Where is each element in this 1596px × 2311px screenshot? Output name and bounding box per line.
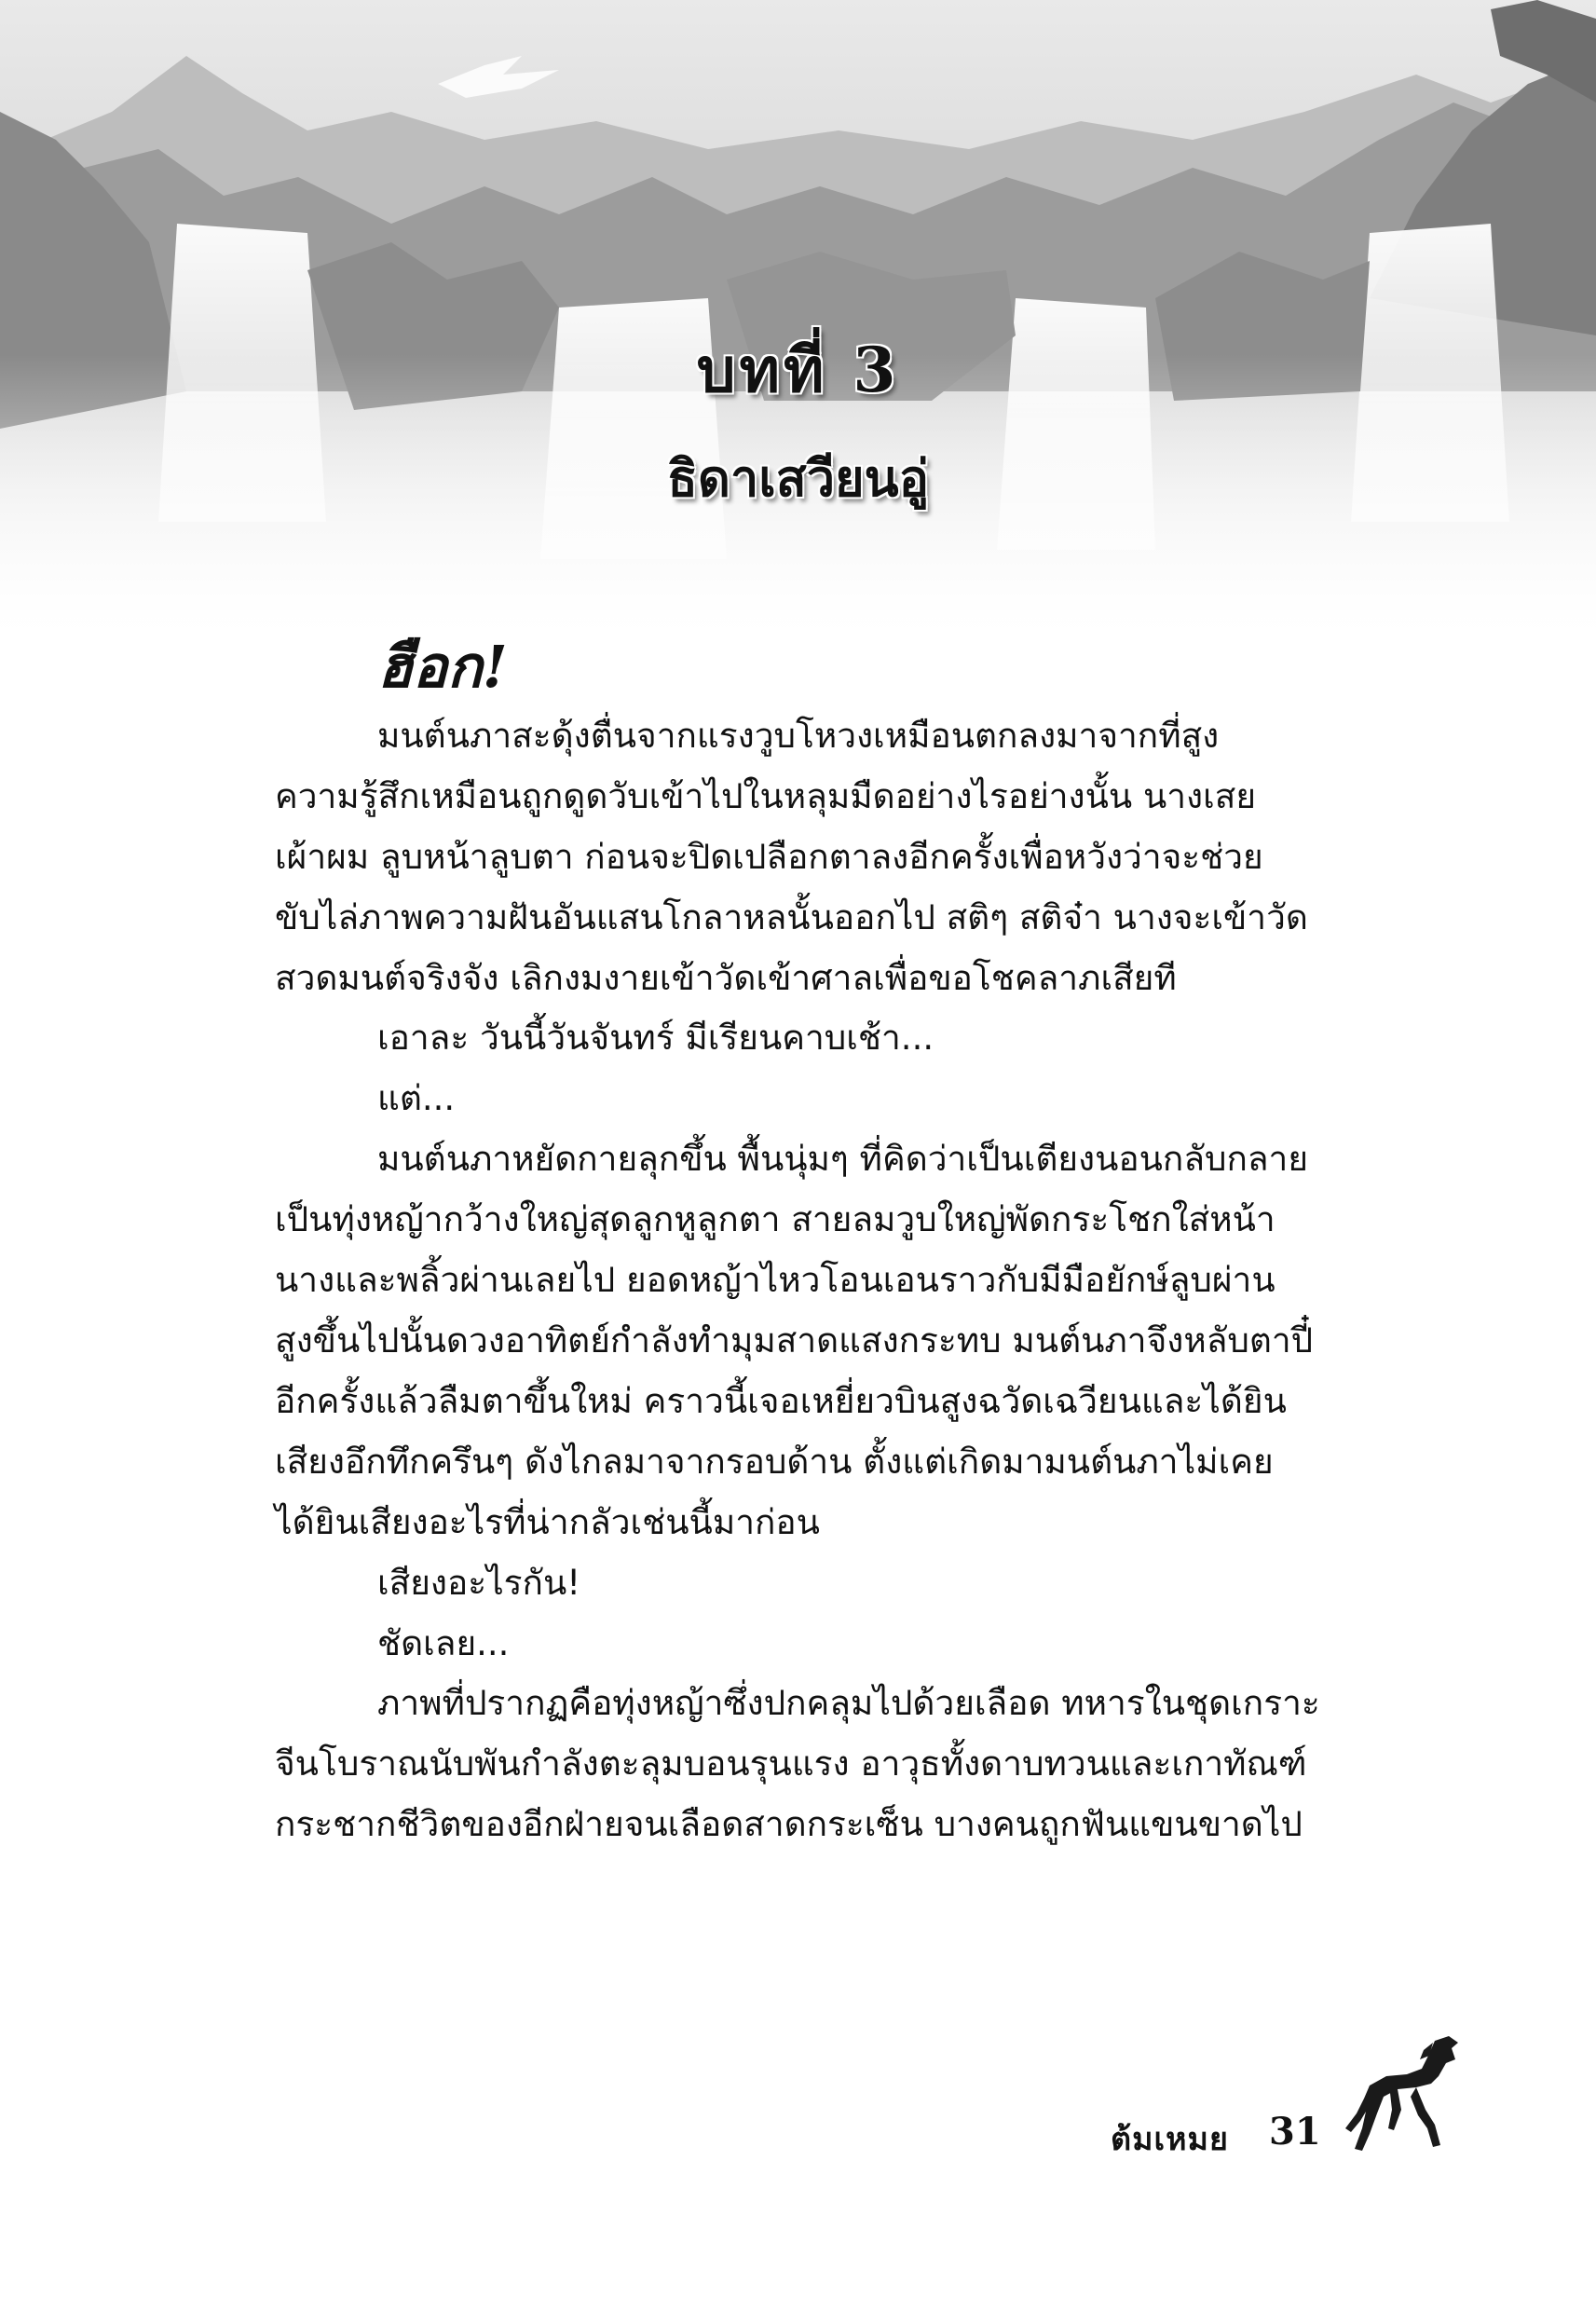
text-line: เอาละ วันนี้วันจันทร์ มีเรียนคาบเช้า...	[377, 1018, 934, 1059]
text-line: เสียงอะไรกัน!	[377, 1562, 581, 1603]
text-line: ภาพที่ปรากฏคือทุ่งหญ้าซึ่งปกคลุมไปด้วยเลือด ทหารในชุดเกราะ	[377, 1683, 1320, 1724]
text-line: กระชากชีวิตของอีกฝ่ายจนเลือดสาดกระเซ็น บางคนถูกฟันแขนขาดไป	[275, 1804, 1303, 1845]
text-line: จีนโบราณนับพันกำลังตะลุมบอนรุนแรง อาวุธทั้งดาบทวนและเกาทัณฑ์	[275, 1744, 1307, 1785]
text-line: อีกครั้งแล้วลืมตาขึ้นใหม่ คราวนี้เจอเหยี่ยวบินสูงฉวัดเฉวียนและได้ยิน	[275, 1380, 1287, 1421]
text-line: เป็นทุ่งหญ้ากว้างใหญ่สุดลูกหูลูกตา สายลมวูบใหญ่พัดกระโชกใส่หน้า	[275, 1199, 1275, 1240]
text-line: มนต์นภาหยัดกายลุกขึ้น พื้นนุ่มๆ ที่คิดว่าเป็นเตียงนอนกลับกลาย	[377, 1139, 1309, 1180]
chapter-number: บทที่ 3	[696, 334, 900, 406]
chapter-title: ธิดาเสวียนอู่	[666, 448, 930, 508]
text-line: สวดมนต์จริงจัง เลิกงมงายเข้าวัดเข้าศาลเพื่อขอโชคลาภเสียที	[275, 957, 1177, 998]
text-line: ชัดเลย...	[377, 1622, 510, 1663]
opening-line	[275, 633, 1430, 706]
chapter-body	[275, 633, 1430, 1855]
text-line: แต่...	[377, 1078, 456, 1119]
running-footer-title: ต้มเหมย	[1111, 2121, 1229, 2158]
text-line: สูงขึ้นไปนั้นดวงอาทิตย์กำลังทำมุมสาดแสงกระทบ มนต์นภาจึงหลับตาปี๋	[275, 1320, 1314, 1361]
text-line: นางและพลิ้วผ่านเลยไป ยอดหญ้าไหวโอนเอนราวกับมีมือยักษ์ลูบผ่าน	[275, 1260, 1275, 1301]
text-line: มนต์นภาสะดุ้งตื่นจากแรงวูบโหวงเหมือนตกลงมาจากที่สูง	[377, 715, 1220, 756]
text-line: ขับไล่ภาพความฝันอันแสนโกลาหลนั้นออกไป สติๆ สติจ๋า นางจะเข้าวัด	[275, 896, 1308, 937]
page-number: 31	[1269, 2110, 1321, 2154]
text-line: เสียงอึกทึกครึนๆ ดังไกลมาจากรอบด้าน ตั้งแต่เกิดมามนต์นภาไม่เคย	[275, 1441, 1274, 1482]
text-line: เผ้าผม ลูบหน้าลูบตา ก่อนจะปิดเปลือกตาลงอีกครั้งเพื่อหวังว่าจะช่วย	[275, 836, 1263, 877]
text-line: ความรู้สึกเหมือนถูกดูดวับเข้าไปในหลุมมืดอย่างไรอย่างนั้น นางเสย	[275, 775, 1257, 816]
dropcap: ฮือก!	[377, 633, 508, 701]
text-line: ได้ยินเสียงอะไรที่น่ากลัวเช่นนี้มาก่อน	[275, 1501, 820, 1542]
horse-icon	[1342, 2031, 1477, 2157]
